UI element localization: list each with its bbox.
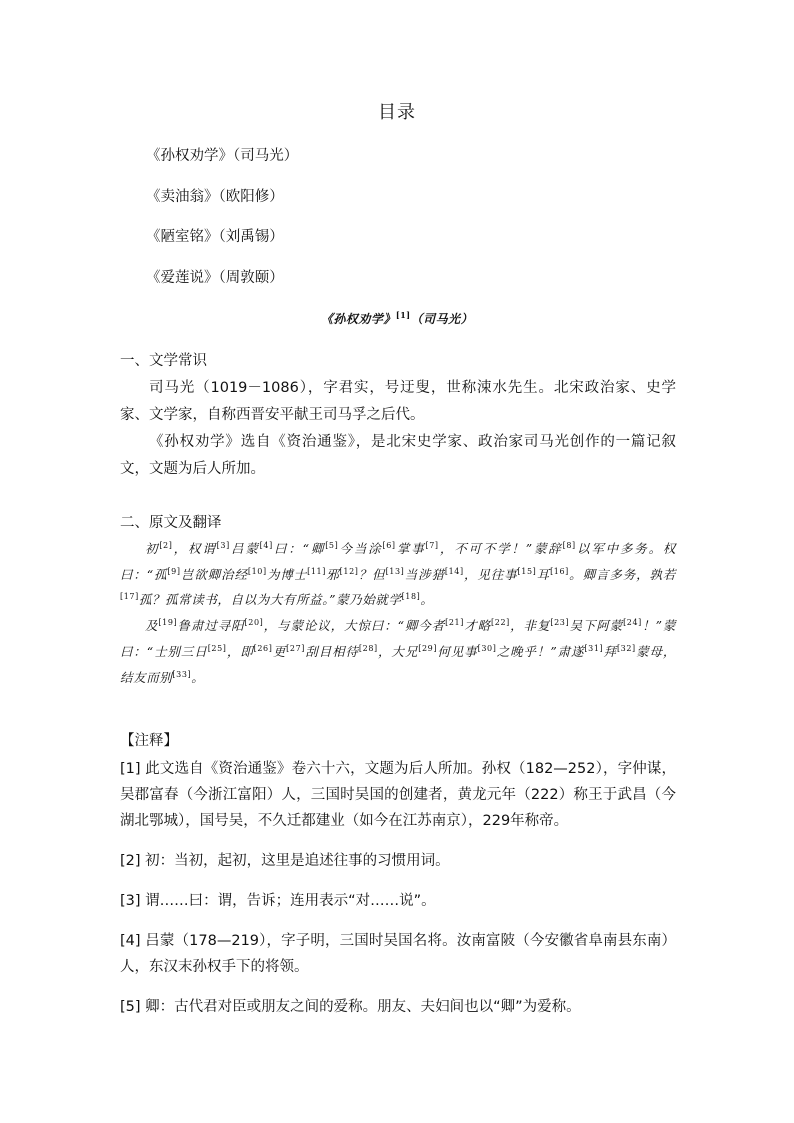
text-run: ，即 [226,643,254,659]
paragraph: 《孙权劝学》选自《资治通鉴》，是北宋史学家、政治家司马光创作的一篇记叙文，文题为后人所加。 [120,434,676,477]
footnote-ref[interactable]: [18] [401,592,421,602]
text-run: 掌事 [395,541,426,556]
text-run: 岂欲卿治经 [180,566,248,582]
text-run: 及 [145,618,159,634]
footnote-ref[interactable]: [11] [307,566,326,576]
footnote-ref[interactable]: [24] [623,618,642,628]
original-paragraph [120,613,676,690]
original-paragraph [120,536,676,613]
text-run: 当涉猎 [404,566,445,582]
footnote-ref[interactable]: [32] [616,643,636,653]
text-run: ？但 [358,566,386,582]
note-item: [1] 此文选自《资治通鉴》卷六十六，文题为后人所加。孙权（182—252），字仲谋，吴郡富春（今浙江富阳）人，三国时吴国的创建者，黄龙元年（222）称王于武昌（今湖北鄂城），国号吴，不久迁都建业（如今在江苏南京），229年称帝。 [120,761,676,829]
text-run: 何见事 [437,643,478,659]
footnote-ref[interactable]: [29] [418,643,438,653]
text-run: ，见往事 [463,566,518,582]
footnote-ref[interactable]: [30] [477,643,497,653]
footnote-ref[interactable]: [10] [247,566,267,576]
text-run: ，与蒙论议，大惊曰：“卿今者 [263,618,446,634]
text-run: ，不可不学！”蒙辞 [438,541,563,556]
footnote-ref[interactable]: [33] [172,669,192,679]
text-run: 孤？孤常读书，自以为大有所益。”蒙乃始就学 [138,592,402,608]
toc-title: 目录 [378,102,416,123]
text-run: 以军中多务。权曰：“孤 [120,541,677,582]
footnote-ref[interactable]: [26] [253,643,273,653]
original-text-heading: 二、原文及翻译 [120,515,222,531]
footnote-ref[interactable]: [20] [244,618,264,628]
literary-knowledge-body [120,375,676,483]
text-run: 刮目相待 [305,643,359,659]
footnote-ref[interactable]: [14] [444,566,464,576]
notes-list [120,756,676,1034]
text-run: 蒙母，结友而别 [120,643,676,685]
text-run: 之晚乎！”肃遂 [496,643,585,659]
text-run: 。 [191,669,205,685]
notes-heading: 【注释】 [120,733,178,749]
footnote-ref[interactable]: [25] [207,643,227,653]
text-run: ，大兄 [377,643,419,659]
text-run: 才略 [463,618,492,634]
toc-list [146,146,666,308]
paragraph: 司马光（1019－1086），字君实，号迂叟，世称涑水先生。北宋政治家、史学家、文学家，自称西晋安平献王司马孚之后代。 [120,380,676,423]
text-run: 耳 [536,566,551,582]
footnote-ref[interactable]: [22] [491,618,510,628]
footnote-ref[interactable]: [5] [325,541,339,550]
text-run: 邪 [325,566,340,582]
footnote-ref[interactable]: [21] [445,618,464,628]
text-run: 今当涂 [338,541,383,556]
footnote-ref[interactable]: [9] [167,566,181,576]
text-run: 曰：“卿 [272,541,326,556]
footnote-ref[interactable]: [28] [358,643,378,653]
toc-item[interactable]: 《爱莲说》（周敦颐） [146,269,284,286]
text-run: 更 [272,643,287,659]
text-run: 。卿言多务，孰若 [568,566,677,582]
text-run: ，权谓 [172,541,217,556]
footnote-ref[interactable]: [2] [159,541,173,550]
note-item: [5] 卿：古代君对臣或朋友之间的爱称。朋友、夫妇间也以“卿”为爱称。 [120,999,581,1015]
text-run: 初 [145,541,160,556]
section-heading [0,310,794,327]
literary-knowledge-heading: 一、文学常识 [120,353,207,369]
toc-item[interactable]: 《孙权劝学》（司马光） [146,148,299,164]
section-title: 《孙权劝学》 [320,312,396,326]
text-run: 拜 [603,643,617,659]
footnote-ref[interactable]: [8] [562,541,576,550]
footnote-ref[interactable]: [4] [259,541,273,550]
text-run: ，非复 [509,618,551,634]
text-run: 为博士 [266,566,308,582]
footnote-ref[interactable]: [3] [216,541,230,550]
text-run: 鲁肃过寻阳 [177,618,245,634]
footnote-ref[interactable]: [13] [385,566,405,576]
footnote-ref[interactable]: [7] [425,541,439,550]
footnote-ref[interactable]: [6] [382,541,396,550]
footnote-ref[interactable]: [1] [395,310,411,320]
footnote-ref[interactable]: [17] [120,592,139,602]
text-run: ！”蒙曰：“士别三日 [120,618,676,659]
toc-item[interactable]: 《陋室铭》（刘禹锡） [146,229,284,245]
footnote-ref[interactable]: [19] [158,618,178,628]
text-run: 吕蒙 [229,541,260,556]
footnote-ref[interactable]: [15] [517,566,537,576]
text-run: 吴下阿蒙 [569,618,624,634]
footnote-ref[interactable]: [31] [584,643,604,653]
note-item: [2] 初：当初，起初，这里是追述往事的习惯用词。 [120,853,450,869]
footnote-ref[interactable]: [12] [339,566,359,576]
text-run: 。 [420,592,434,608]
note-item: [4] 吕蒙（178—219），字子明，三国时吴国名将。汝南富陂（今安徽省阜南县东南）人，东汉末孙权手下的将领。 [120,933,676,975]
original-text-body [120,536,676,690]
footnote-ref[interactable]: [23] [550,618,570,628]
footnote-ref[interactable]: [27] [286,643,305,653]
footnote-ref[interactable]: [16] [550,566,569,576]
note-item: [3] 谓……曰：谓，告诉；连用表示“对……说”。 [120,893,436,909]
toc-item[interactable]: 《卖油翁》（欧阳修） [146,188,284,205]
section-author: （司马光） [410,312,474,326]
